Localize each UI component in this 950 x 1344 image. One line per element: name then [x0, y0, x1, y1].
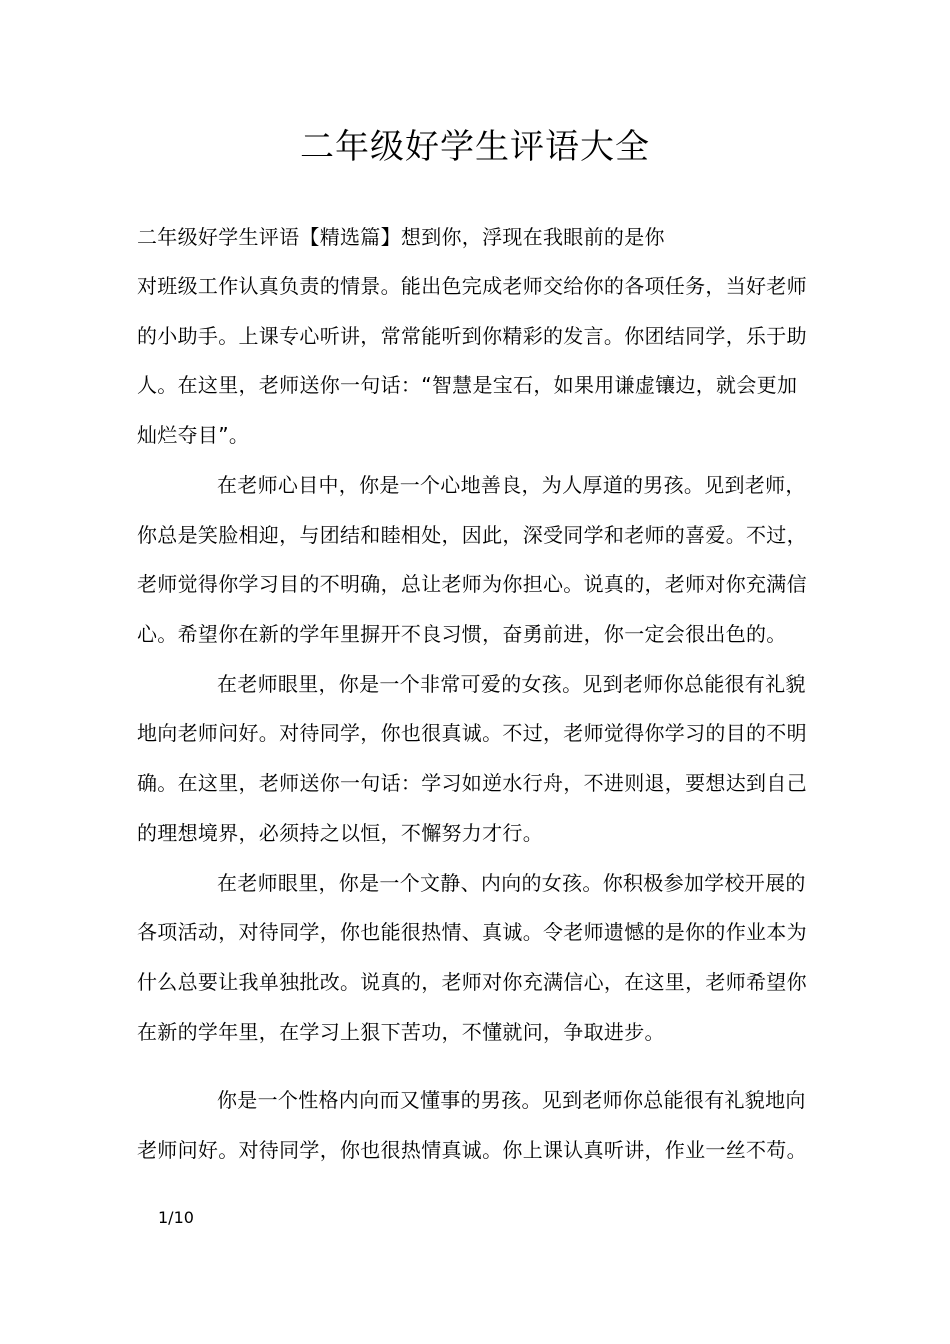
- text-line: 地向老师问好。对待同学，你也很真诚。不过，老师觉得你学习的目的不明: [137, 721, 807, 745]
- text-line: 确。在这里，老师送你一句话：学习如逆水行舟，不进则退，要想达到自己: [137, 771, 807, 795]
- text-line: 的小助手。上课专心听讲，常常能听到你精彩的发言。你团结同学，乐于助: [137, 324, 807, 348]
- document-title: 二年级好学生评语大全: [300, 127, 650, 167]
- text-line: 你总是笑脸相迎，与团结和睦相处，因此，深受同学和老师的喜爱。不过，: [137, 523, 807, 547]
- text-line: 人。在这里，老师送你一句话：“智慧是宝石，如果用谦虚镶边，就会更加: [137, 373, 798, 397]
- text-line: 各项活动，对待同学，你也能很热情、真诚。令老师遗憾的是你的作业本为: [137, 920, 807, 944]
- text-line: 什么总要让我单独批改。说真的，老师对你充满信心，在这里，老师希望你: [137, 970, 807, 994]
- page-number: 1/10: [158, 1208, 194, 1227]
- text-line: 对班级工作认真负责的情景。能出色完成老师交给你的各项任务，当好老师: [137, 274, 807, 298]
- text-line: 二年级好学生评语【精选篇】想到你，浮现在我眼前的是你: [137, 225, 665, 249]
- text-line: 灿烂夺目”。: [137, 423, 250, 447]
- text-line: 在老师心目中，你是一个心地善良，为人厚道的男孩。见到老师，: [217, 473, 806, 497]
- text-line: 的理想境界，必须持之以恒，不懈努力才行。: [137, 821, 543, 845]
- text-line: 在新的学年里，在学习上狠下苦功，不懂就问，争取进步。: [137, 1020, 665, 1044]
- text-line: 心。希望你在新的学年里摒开不良习惯，奋勇前进，你一定会很出色的。: [137, 622, 787, 646]
- text-line: 老师问好。对待同学，你也很热情真诚。你上课认真听讲，作业一丝不苟。: [137, 1138, 807, 1162]
- text-line: 在老师眼里，你是一个文静、内向的女孩。你积极参加学校开展的: [217, 871, 806, 895]
- text-line: 老师觉得你学习目的不明确，总让老师为你担心。说真的，老师对你充满信: [137, 572, 807, 596]
- text-line: 你是一个性格内向而又懂事的男孩。见到老师你总能很有礼貌地向: [217, 1088, 806, 1112]
- text-line: 在老师眼里，你是一个非常可爱的女孩。见到老师你总能很有礼貌: [217, 672, 806, 696]
